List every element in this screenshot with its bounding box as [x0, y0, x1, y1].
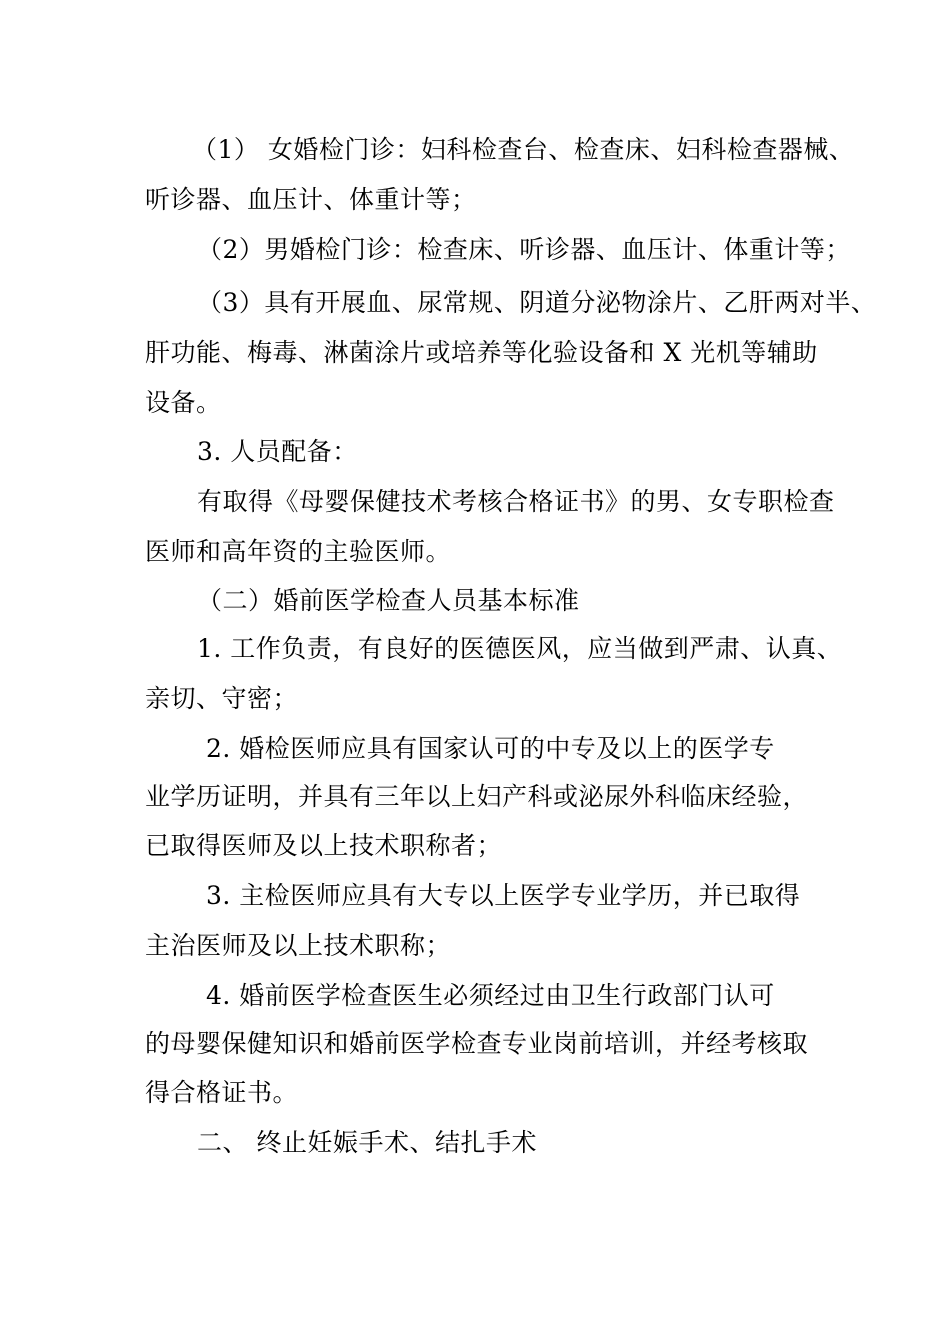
section-heading-staffing: 3. 人员配备：: [197, 437, 358, 466]
standard-3-line-1: 3. 主检医师应具有大专以上医学专业学历，并已取得: [206, 881, 801, 910]
item-3-line-1: （3）具有开展血、尿常规、阴道分泌物涂片、乙肝两对半、: [197, 288, 877, 317]
standard-4-line-3: 得合格证书。: [145, 1078, 299, 1107]
standard-2-line-2: 业学历证明，并具有三年以上妇产科或泌尿外科临床经验，: [145, 782, 809, 811]
section-heading-personnel-standards: （二）婚前医学检查人员基本标准: [197, 586, 580, 615]
standard-2-line-1: 2. 婚检医师应具有国家认可的中专及以上的医学专: [206, 734, 775, 763]
item-3-line-2: 肝功能、梅毒、淋菌涂片或培养等化验设备和 X 光机等辅助: [145, 338, 818, 367]
standard-4-line-2: 的母婴保健知识和婚前医学检查专业岗前培训，并经考核取: [145, 1029, 809, 1058]
staffing-paragraph-line-2: 医师和高年资的主验医师。: [145, 537, 452, 566]
standard-3-line-2: 主治医师及以上技术职称；: [145, 931, 452, 960]
item-1-line-1: （1） 女婚检门诊：妇科检查台、检查床、妇科检查器械、: [192, 135, 855, 164]
item-3-line-3: 设备。: [145, 388, 222, 417]
section-heading-surgery: 二、 终止妊娠手术、结扎手术: [197, 1128, 537, 1157]
staffing-paragraph-line-1: 有取得《母婴保健技术考核合格证书》的男、女专职检查: [197, 487, 835, 516]
standard-4-line-1: 4. 婚前医学检查医生必须经过由卫生行政部门认可: [206, 981, 775, 1010]
standard-1-line-2: 亲切、守密；: [145, 684, 299, 713]
standard-2-line-3: 已取得医师及以上技术职称者；: [145, 831, 503, 860]
item-2-line-1: （2）男婚检门诊：检查床、听诊器、血压计、体重计等；: [197, 235, 851, 264]
item-1-line-2: 听诊器、血压计、体重计等；: [145, 185, 477, 214]
standard-1-line-1: 1. 工作负责，有良好的医德医风，应当做到严肃、认真、: [197, 634, 843, 663]
